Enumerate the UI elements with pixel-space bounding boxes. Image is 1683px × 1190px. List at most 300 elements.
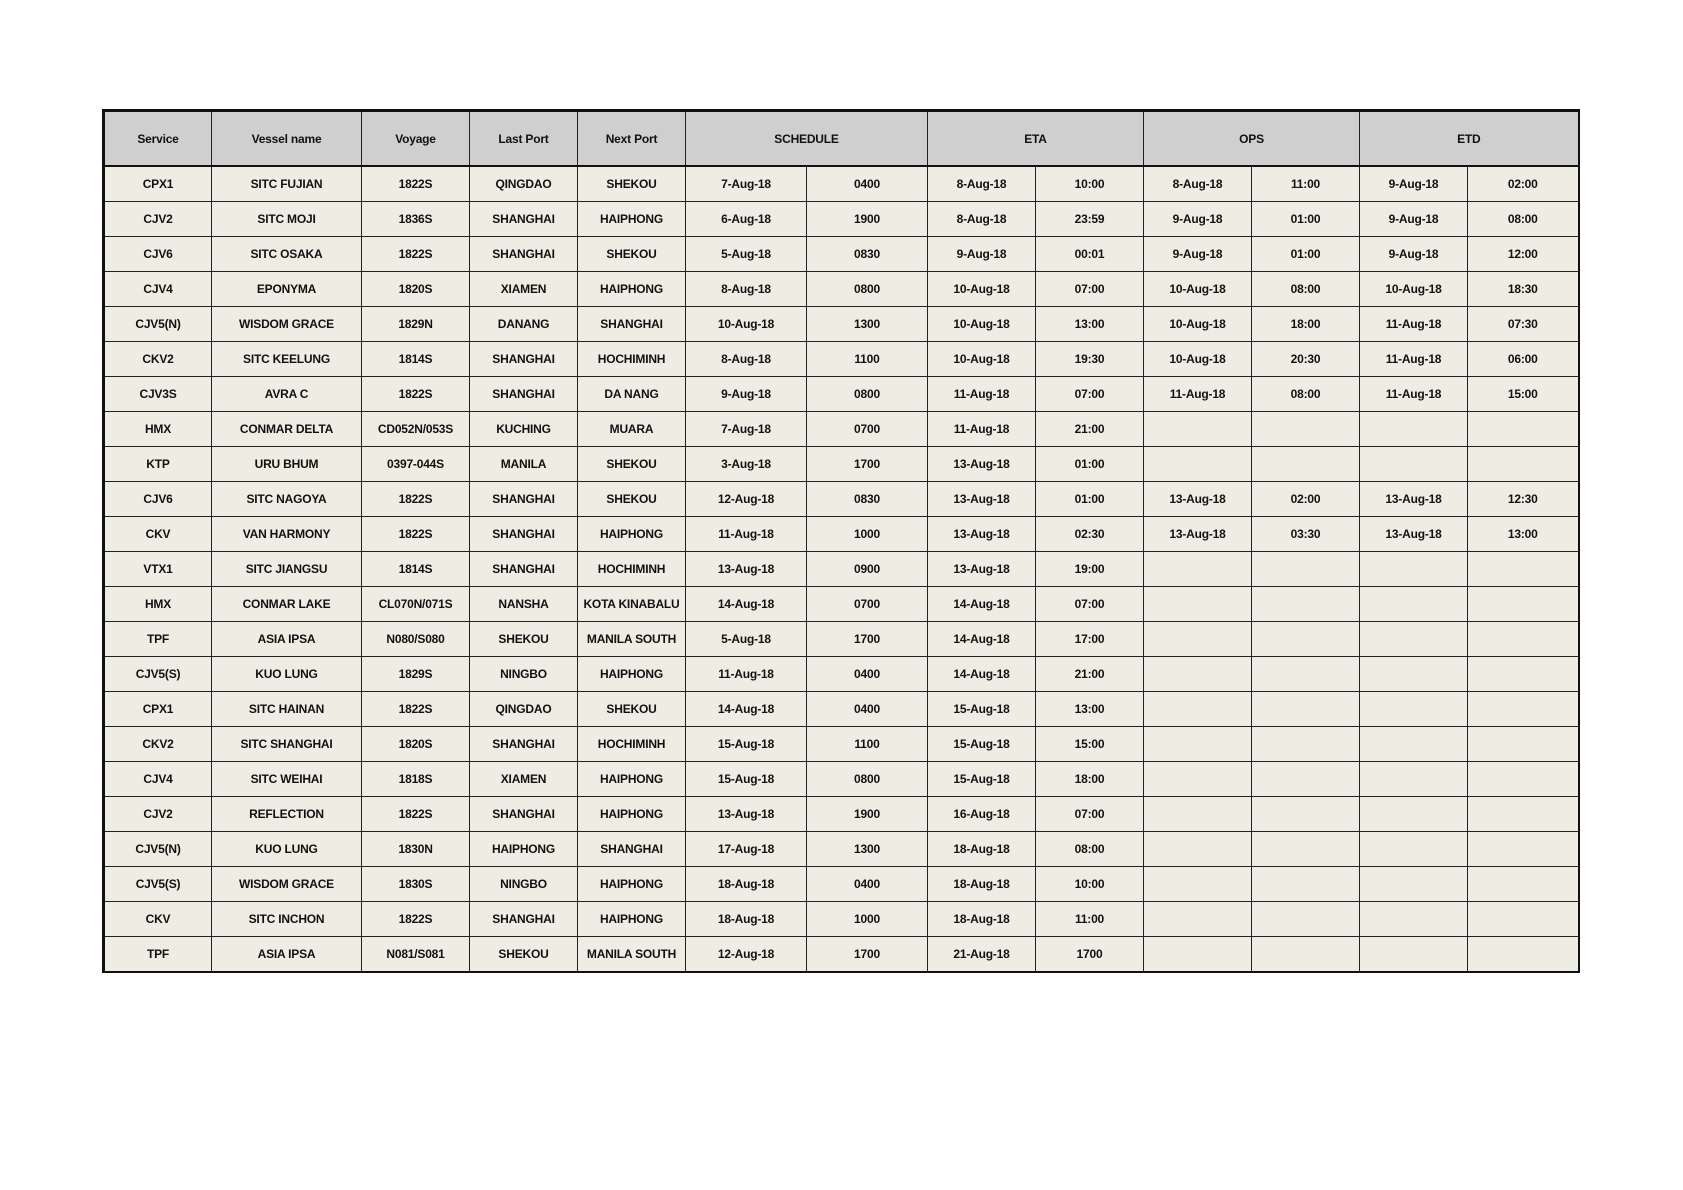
cell-etd-date [1360,657,1468,692]
header-last-port: Last Port [470,111,578,167]
cell-etd-time: 02:00 [1468,166,1579,202]
cell-service: CJV3S [104,377,212,412]
cell-service: KTP [104,447,212,482]
cell-next-port: SHANGHAI [578,307,686,342]
cell-etd-date [1360,412,1468,447]
cell-last-port: MANILA [470,447,578,482]
cell-etd-date [1360,552,1468,587]
cell-last-port: SHANGHAI [470,517,578,552]
table-row [104,377,1579,412]
cell-etd-time: 12:00 [1468,237,1579,272]
cell-vessel-name: WISDOM GRACE [212,307,362,342]
cell-service: CJV5(N) [104,307,212,342]
cell-schedule-date: 9-Aug-18 [686,377,807,412]
cell-service: CKV [104,517,212,552]
cell-ops-date [1144,902,1252,937]
cell-ops-date [1144,552,1252,587]
table-row [104,482,1579,517]
cell-eta-time: 10:00 [1036,166,1144,202]
table-row [104,342,1579,377]
cell-eta-time: 1700 [1036,937,1144,973]
cell-etd-date: 10-Aug-18 [1360,272,1468,307]
cell-next-port: HAIPHONG [578,867,686,902]
cell-etd-time [1468,797,1579,832]
cell-last-port: SHEKOU [470,622,578,657]
cell-voyage: 1830N [362,832,470,867]
cell-vessel-name: KUO LUNG [212,832,362,867]
cell-eta-date: 18-Aug-18 [928,867,1036,902]
cell-vessel-name: KUO LUNG [212,657,362,692]
cell-voyage: 1829S [362,657,470,692]
cell-ops-time: 02:00 [1252,482,1360,517]
cell-next-port: HAIPHONG [578,272,686,307]
cell-service: CJV4 [104,762,212,797]
cell-etd-date [1360,762,1468,797]
table-row [104,237,1579,272]
cell-eta-date: 10-Aug-18 [928,342,1036,377]
cell-ops-time [1252,447,1360,482]
cell-schedule-time: 1700 [807,937,928,973]
cell-vessel-name: ASIA IPSA [212,937,362,973]
cell-schedule-date: 13-Aug-18 [686,797,807,832]
cell-service: CPX1 [104,692,212,727]
table-row [104,447,1579,482]
cell-service: CPX1 [104,166,212,202]
cell-eta-time: 01:00 [1036,447,1144,482]
cell-eta-date: 9-Aug-18 [928,237,1036,272]
table-row [104,937,1579,973]
cell-last-port: SHANGHAI [470,342,578,377]
cell-vessel-name: URU BHUM [212,447,362,482]
cell-eta-date: 11-Aug-18 [928,412,1036,447]
cell-eta-date: 10-Aug-18 [928,307,1036,342]
cell-ops-time: 18:00 [1252,307,1360,342]
cell-eta-time: 10:00 [1036,867,1144,902]
cell-etd-time: 08:00 [1468,202,1579,237]
cell-voyage: CL070N/071S [362,587,470,622]
cell-next-port: HOCHIMINH [578,552,686,587]
cell-last-port: XIAMEN [470,272,578,307]
cell-schedule-time: 1900 [807,202,928,237]
cell-schedule-date: 7-Aug-18 [686,166,807,202]
cell-vessel-name: SITC SHANGHAI [212,727,362,762]
cell-next-port: HAIPHONG [578,657,686,692]
cell-ops-date [1144,937,1252,973]
cell-etd-date: 9-Aug-18 [1360,237,1468,272]
table-row [104,867,1579,902]
cell-next-port: MANILA SOUTH [578,622,686,657]
cell-vessel-name: SITC NAGOYA [212,482,362,517]
cell-voyage: 1822S [362,797,470,832]
cell-ops-date [1144,797,1252,832]
table-row [104,727,1579,762]
cell-ops-time [1252,762,1360,797]
cell-next-port: HAIPHONG [578,517,686,552]
cell-eta-time: 00:01 [1036,237,1144,272]
cell-eta-date: 11-Aug-18 [928,377,1036,412]
cell-voyage: 1814S [362,552,470,587]
cell-schedule-time: 0800 [807,762,928,797]
cell-ops-time [1252,902,1360,937]
cell-last-port: NINGBO [470,657,578,692]
cell-schedule-date: 8-Aug-18 [686,342,807,377]
cell-voyage: 1822S [362,902,470,937]
cell-etd-time [1468,587,1579,622]
cell-ops-time [1252,937,1360,973]
cell-service: CJV5(S) [104,867,212,902]
cell-eta-date: 15-Aug-18 [928,727,1036,762]
cell-eta-time: 07:00 [1036,797,1144,832]
cell-vessel-name: SITC OSAKA [212,237,362,272]
cell-etd-time: 18:30 [1468,272,1579,307]
cell-last-port: SHANGHAI [470,202,578,237]
cell-eta-date: 13-Aug-18 [928,517,1036,552]
table-row [104,622,1579,657]
cell-etd-date: 13-Aug-18 [1360,517,1468,552]
cell-voyage: 1822S [362,237,470,272]
cell-voyage: 1822S [362,517,470,552]
cell-ops-date: 8-Aug-18 [1144,166,1252,202]
header-voyage: Voyage [362,111,470,167]
cell-eta-time: 02:30 [1036,517,1144,552]
cell-next-port: HAIPHONG [578,797,686,832]
cell-voyage: 1822S [362,692,470,727]
header-row [104,111,1579,167]
cell-ops-time: 08:00 [1252,377,1360,412]
cell-eta-time: 19:00 [1036,552,1144,587]
cell-schedule-date: 13-Aug-18 [686,552,807,587]
cell-ops-date [1144,727,1252,762]
cell-etd-time [1468,412,1579,447]
cell-ops-date [1144,587,1252,622]
cell-vessel-name: VAN HARMONY [212,517,362,552]
cell-ops-time: 01:00 [1252,202,1360,237]
cell-schedule-time: 0400 [807,692,928,727]
cell-ops-date: 9-Aug-18 [1144,202,1252,237]
header-service: Service [104,111,212,167]
cell-voyage: 1818S [362,762,470,797]
cell-service: CJV6 [104,237,212,272]
cell-eta-date: 13-Aug-18 [928,447,1036,482]
cell-eta-time: 15:00 [1036,727,1144,762]
cell-voyage: 1822S [362,377,470,412]
cell-eta-date: 18-Aug-18 [928,832,1036,867]
cell-service: HMX [104,412,212,447]
cell-ops-date [1144,622,1252,657]
cell-last-port: NINGBO [470,867,578,902]
header-next-port: Next Port [578,111,686,167]
cell-last-port: SHANGHAI [470,727,578,762]
cell-last-port: SHANGHAI [470,482,578,517]
table-row [104,657,1579,692]
cell-vessel-name: EPONYMA [212,272,362,307]
cell-ops-time [1252,727,1360,762]
cell-etd-time [1468,657,1579,692]
cell-etd-date [1360,797,1468,832]
cell-schedule-time: 1000 [807,902,928,937]
cell-eta-date: 13-Aug-18 [928,482,1036,517]
cell-ops-date [1144,657,1252,692]
cell-eta-time: 13:00 [1036,692,1144,727]
cell-etd-time [1468,692,1579,727]
cell-service: TPF [104,622,212,657]
header-etd: ETD [1360,111,1579,167]
cell-schedule-date: 15-Aug-18 [686,762,807,797]
cell-ops-time: 03:30 [1252,517,1360,552]
cell-etd-date [1360,587,1468,622]
cell-ops-time [1252,832,1360,867]
cell-eta-date: 16-Aug-18 [928,797,1036,832]
cell-ops-date: 11-Aug-18 [1144,377,1252,412]
cell-last-port: SHANGHAI [470,377,578,412]
cell-etd-time [1468,832,1579,867]
cell-next-port: HOCHIMINH [578,727,686,762]
cell-schedule-date: 10-Aug-18 [686,307,807,342]
table-row [104,587,1579,622]
cell-schedule-time: 1000 [807,517,928,552]
cell-schedule-date: 6-Aug-18 [686,202,807,237]
cell-schedule-date: 11-Aug-18 [686,517,807,552]
cell-ops-date [1144,447,1252,482]
cell-eta-time: 07:00 [1036,272,1144,307]
cell-etd-time: 13:00 [1468,517,1579,552]
cell-ops-date: 10-Aug-18 [1144,342,1252,377]
cell-schedule-time: 1300 [807,832,928,867]
table-row [104,552,1579,587]
cell-ops-time [1252,797,1360,832]
cell-vessel-name: WISDOM GRACE [212,867,362,902]
cell-eta-date: 14-Aug-18 [928,622,1036,657]
cell-ops-date [1144,762,1252,797]
cell-service: CJV5(N) [104,832,212,867]
cell-service: CJV2 [104,797,212,832]
cell-schedule-date: 15-Aug-18 [686,727,807,762]
cell-etd-date: 9-Aug-18 [1360,166,1468,202]
cell-last-port: NANSHA [470,587,578,622]
table-row [104,762,1579,797]
cell-schedule-date: 5-Aug-18 [686,622,807,657]
cell-eta-date: 14-Aug-18 [928,587,1036,622]
cell-voyage: N081/S081 [362,937,470,973]
table-row [104,832,1579,867]
cell-etd-date [1360,447,1468,482]
cell-eta-time: 07:00 [1036,587,1144,622]
header-ops: OPS [1144,111,1360,167]
cell-schedule-date: 7-Aug-18 [686,412,807,447]
cell-etd-date: 11-Aug-18 [1360,307,1468,342]
cell-schedule-time: 0800 [807,377,928,412]
cell-service: CJV5(S) [104,657,212,692]
cell-vessel-name: SITC HAINAN [212,692,362,727]
cell-schedule-date: 3-Aug-18 [686,447,807,482]
table-body [104,166,1579,972]
cell-voyage: 1829N [362,307,470,342]
cell-schedule-time: 0900 [807,552,928,587]
cell-ops-time [1252,657,1360,692]
cell-ops-date [1144,832,1252,867]
cell-etd-time [1468,727,1579,762]
cell-last-port: SHEKOU [470,937,578,973]
cell-etd-date [1360,832,1468,867]
cell-voyage: 1822S [362,166,470,202]
cell-eta-time: 21:00 [1036,412,1144,447]
cell-ops-date: 10-Aug-18 [1144,272,1252,307]
cell-next-port: HOCHIMINH [578,342,686,377]
cell-etd-time [1468,447,1579,482]
cell-schedule-time: 0800 [807,272,928,307]
cell-ops-time: 01:00 [1252,237,1360,272]
cell-schedule-time: 1300 [807,307,928,342]
cell-etd-time: 06:00 [1468,342,1579,377]
cell-next-port: SHEKOU [578,482,686,517]
cell-schedule-date: 14-Aug-18 [686,692,807,727]
cell-next-port: SHEKOU [578,237,686,272]
cell-ops-time [1252,622,1360,657]
cell-next-port: HAIPHONG [578,762,686,797]
cell-last-port: HAIPHONG [470,832,578,867]
cell-vessel-name: SITC WEIHAI [212,762,362,797]
cell-vessel-name: ASIA IPSA [212,622,362,657]
cell-vessel-name: REFLECTION [212,797,362,832]
cell-eta-time: 07:00 [1036,377,1144,412]
cell-etd-time [1468,937,1579,973]
cell-eta-time: 01:00 [1036,482,1144,517]
cell-eta-time: 21:00 [1036,657,1144,692]
cell-voyage: 1836S [362,202,470,237]
cell-etd-date: 11-Aug-18 [1360,342,1468,377]
cell-schedule-time: 0400 [807,867,928,902]
cell-schedule-time: 0830 [807,482,928,517]
cell-schedule-time: 1100 [807,342,928,377]
cell-ops-time: 20:30 [1252,342,1360,377]
cell-last-port: QINGDAO [470,692,578,727]
cell-next-port: MANILA SOUTH [578,937,686,973]
cell-voyage: 1814S [362,342,470,377]
table-row [104,202,1579,237]
cell-etd-date [1360,622,1468,657]
cell-last-port: SHANGHAI [470,237,578,272]
cell-eta-date: 21-Aug-18 [928,937,1036,973]
cell-ops-time [1252,552,1360,587]
cell-last-port: XIAMEN [470,762,578,797]
cell-schedule-time: 0700 [807,587,928,622]
cell-vessel-name: SITC JIANGSU [212,552,362,587]
cell-etd-date [1360,692,1468,727]
cell-ops-date: 13-Aug-18 [1144,517,1252,552]
cell-etd-time: 12:30 [1468,482,1579,517]
cell-next-port: MUARA [578,412,686,447]
vessel-schedule-table [102,109,1580,973]
cell-eta-time: 13:00 [1036,307,1144,342]
cell-schedule-date: 8-Aug-18 [686,272,807,307]
cell-last-port: SHANGHAI [470,797,578,832]
cell-service: CKV [104,902,212,937]
header-schedule: SCHEDULE [686,111,928,167]
cell-schedule-date: 5-Aug-18 [686,237,807,272]
cell-vessel-name: SITC INCHON [212,902,362,937]
cell-eta-time: 23:59 [1036,202,1144,237]
cell-etd-date [1360,867,1468,902]
cell-etd-date [1360,902,1468,937]
cell-service: CJV2 [104,202,212,237]
cell-last-port: KUCHING [470,412,578,447]
cell-etd-time [1468,902,1579,937]
cell-schedule-time: 1700 [807,622,928,657]
cell-schedule-time: 0400 [807,657,928,692]
cell-last-port: SHANGHAI [470,902,578,937]
cell-etd-time [1468,867,1579,902]
cell-eta-date: 13-Aug-18 [928,552,1036,587]
cell-vessel-name: CONMAR DELTA [212,412,362,447]
cell-ops-date [1144,867,1252,902]
cell-schedule-date: 12-Aug-18 [686,482,807,517]
cell-next-port: SHEKOU [578,166,686,202]
cell-next-port: SHEKOU [578,447,686,482]
cell-service: CKV2 [104,342,212,377]
table-row [104,692,1579,727]
cell-schedule-date: 11-Aug-18 [686,657,807,692]
cell-voyage: 1822S [362,482,470,517]
cell-next-port: DA NANG [578,377,686,412]
cell-etd-date [1360,937,1468,973]
cell-vessel-name: SITC MOJI [212,202,362,237]
cell-next-port: SHANGHAI [578,832,686,867]
cell-etd-time [1468,622,1579,657]
cell-vessel-name: AVRA C [212,377,362,412]
cell-etd-date: 11-Aug-18 [1360,377,1468,412]
cell-next-port: HAIPHONG [578,202,686,237]
cell-eta-date: 18-Aug-18 [928,902,1036,937]
cell-etd-date: 13-Aug-18 [1360,482,1468,517]
cell-vessel-name: CONMAR LAKE [212,587,362,622]
cell-eta-time: 11:00 [1036,902,1144,937]
cell-voyage: 0397-044S [362,447,470,482]
cell-service: VTX1 [104,552,212,587]
cell-schedule-date: 17-Aug-18 [686,832,807,867]
cell-voyage: 1820S [362,272,470,307]
cell-etd-time [1468,552,1579,587]
cell-ops-time [1252,587,1360,622]
cell-schedule-time: 0700 [807,412,928,447]
table-row [104,517,1579,552]
table-row [104,307,1579,342]
cell-schedule-date: 18-Aug-18 [686,867,807,902]
cell-service: CJV4 [104,272,212,307]
cell-eta-date: 14-Aug-18 [928,657,1036,692]
cell-eta-time: 08:00 [1036,832,1144,867]
cell-eta-date: 15-Aug-18 [928,692,1036,727]
cell-eta-date: 10-Aug-18 [928,272,1036,307]
cell-etd-date: 9-Aug-18 [1360,202,1468,237]
cell-eta-date: 8-Aug-18 [928,166,1036,202]
cell-service: TPF [104,937,212,973]
cell-voyage: CD052N/053S [362,412,470,447]
cell-etd-time: 15:00 [1468,377,1579,412]
cell-voyage: N080/S080 [362,622,470,657]
cell-eta-time: 19:30 [1036,342,1144,377]
cell-schedule-time: 1900 [807,797,928,832]
cell-ops-time: 11:00 [1252,166,1360,202]
cell-ops-date [1144,412,1252,447]
table-row [104,902,1579,937]
cell-etd-date [1360,727,1468,762]
cell-schedule-time: 0400 [807,166,928,202]
table-row [104,797,1579,832]
cell-ops-date: 13-Aug-18 [1144,482,1252,517]
cell-voyage: 1820S [362,727,470,762]
cell-eta-time: 18:00 [1036,762,1144,797]
cell-etd-time [1468,762,1579,797]
